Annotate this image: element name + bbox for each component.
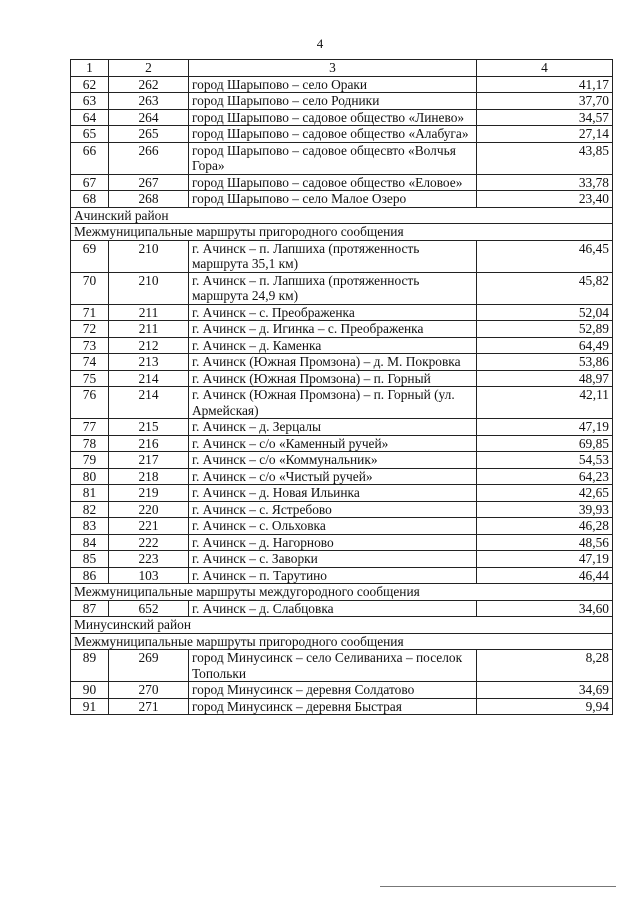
- row-number: 71: [71, 304, 109, 321]
- table-row: [71, 650, 613, 682]
- row-number: 86: [71, 567, 109, 584]
- route-number: 215: [109, 419, 189, 436]
- route-number: 211: [109, 321, 189, 338]
- route-number: 214: [109, 370, 189, 387]
- route-distance: 41,17: [477, 76, 613, 93]
- row-number: 67: [71, 174, 109, 191]
- route-name: г. Ачинск – д. Нагорново: [189, 534, 477, 551]
- row-number: 91: [71, 698, 109, 715]
- route-distance: 52,89: [477, 321, 613, 338]
- route-number: 264: [109, 109, 189, 126]
- row-number: 63: [71, 93, 109, 110]
- route-name: город Шарыпово – садовое общесвто «Волчья Гора»: [189, 142, 477, 174]
- route-number: 267: [109, 174, 189, 191]
- route-name: город Шарыпово – садовое общество «Еловое»: [189, 174, 477, 191]
- route-distance: 46,44: [477, 567, 613, 584]
- section-heading: Ачинский район: [71, 207, 613, 224]
- route-distance: 8,28: [477, 650, 613, 682]
- footer-rule: [380, 886, 616, 887]
- route-number: 103: [109, 567, 189, 584]
- route-name: г. Ачинск – п. Тарутино: [189, 567, 477, 584]
- route-distance: 47,19: [477, 551, 613, 568]
- row-number: 89: [71, 650, 109, 682]
- section-heading: Межмуниципальные маршруты пригородного сообщения: [71, 633, 613, 650]
- route-distance: 9,94: [477, 698, 613, 715]
- row-number: 62: [71, 76, 109, 93]
- route-name: г. Ачинск – с/о «Коммунальник»: [189, 452, 477, 469]
- table-row: [71, 109, 613, 126]
- route-name: город Минусинск – деревня Солдатово: [189, 682, 477, 699]
- route-number: 265: [109, 126, 189, 143]
- table-header-row: [71, 60, 613, 77]
- route-distance: 37,70: [477, 93, 613, 110]
- route-number: 268: [109, 191, 189, 208]
- table-row: [71, 93, 613, 110]
- table-row: [71, 304, 613, 321]
- section-heading-row: [71, 207, 613, 224]
- route-distance: 46,28: [477, 518, 613, 535]
- route-distance: 45,82: [477, 272, 613, 304]
- table-row: [71, 485, 613, 502]
- route-distance: 69,85: [477, 435, 613, 452]
- section-heading-row: [71, 633, 613, 650]
- route-name: город Минусинск – село Селиваниха – поселок Топольки: [189, 650, 477, 682]
- table-row: [71, 419, 613, 436]
- route-number: 223: [109, 551, 189, 568]
- row-number: 75: [71, 370, 109, 387]
- route-name: г. Ачинск – п. Лапшиха (протяженность маршрута 24,9 км): [189, 272, 477, 304]
- row-number: 66: [71, 142, 109, 174]
- row-number: 78: [71, 435, 109, 452]
- route-number: 263: [109, 93, 189, 110]
- route-distance: 33,78: [477, 174, 613, 191]
- row-number: 85: [71, 551, 109, 568]
- route-number: 270: [109, 682, 189, 699]
- route-distance: 54,53: [477, 452, 613, 469]
- header-cell: 2: [109, 60, 189, 77]
- route-number: 210: [109, 272, 189, 304]
- route-name: г. Ачинск – д. Каменка: [189, 337, 477, 354]
- header-cell: 3: [189, 60, 477, 77]
- table-row: [71, 240, 613, 272]
- route-name: город Шарыпово – село Ораки: [189, 76, 477, 93]
- route-name: город Шарыпово – село Родники: [189, 93, 477, 110]
- row-number: 87: [71, 600, 109, 617]
- row-number: 68: [71, 191, 109, 208]
- route-number: 216: [109, 435, 189, 452]
- route-distance: 34,57: [477, 109, 613, 126]
- table-row: [71, 76, 613, 93]
- row-number: 69: [71, 240, 109, 272]
- route-distance: 43,85: [477, 142, 613, 174]
- table-row: [71, 551, 613, 568]
- route-distance: 53,86: [477, 354, 613, 371]
- route-number: 212: [109, 337, 189, 354]
- header-cell: 1: [71, 60, 109, 77]
- table-row: [71, 191, 613, 208]
- header-cell: 4: [477, 60, 613, 77]
- route-number: 218: [109, 468, 189, 485]
- section-heading: Межмуниципальные маршруты пригородного сообщения: [71, 224, 613, 241]
- route-distance: 34,60: [477, 600, 613, 617]
- route-number: 652: [109, 600, 189, 617]
- table-row: [71, 682, 613, 699]
- table-row: [71, 174, 613, 191]
- route-name: г. Ачинск – с. Преображенка: [189, 304, 477, 321]
- table-row: [71, 337, 613, 354]
- table-row: [71, 435, 613, 452]
- route-number: 271: [109, 698, 189, 715]
- table-row: [71, 126, 613, 143]
- route-distance: 23,40: [477, 191, 613, 208]
- route-distance: 64,49: [477, 337, 613, 354]
- row-number: 84: [71, 534, 109, 551]
- route-name: г. Ачинск (Южная Промзона) – д. М. Покровка: [189, 354, 477, 371]
- route-number: 214: [109, 387, 189, 419]
- route-number: 262: [109, 76, 189, 93]
- table-row: [71, 354, 613, 371]
- route-number: 221: [109, 518, 189, 535]
- section-heading: Минусинский район: [71, 617, 613, 634]
- route-distance: 64,23: [477, 468, 613, 485]
- row-number: 81: [71, 485, 109, 502]
- route-number: 219: [109, 485, 189, 502]
- row-number: 80: [71, 468, 109, 485]
- route-distance: 48,56: [477, 534, 613, 551]
- section-heading: Межмуниципальные маршруты междугородного сообщения: [71, 584, 613, 601]
- route-name: город Минусинск – деревня Быстрая: [189, 698, 477, 715]
- table-row: [71, 600, 613, 617]
- row-number: 76: [71, 387, 109, 419]
- route-distance: 39,93: [477, 501, 613, 518]
- route-number: 222: [109, 534, 189, 551]
- row-number: 70: [71, 272, 109, 304]
- table-row: [71, 534, 613, 551]
- route-distance: 42,11: [477, 387, 613, 419]
- route-distance: 52,04: [477, 304, 613, 321]
- table-row: [71, 468, 613, 485]
- table-row: [71, 698, 613, 715]
- route-number: 269: [109, 650, 189, 682]
- row-number: 77: [71, 419, 109, 436]
- table-row: [71, 142, 613, 174]
- table-row: [71, 272, 613, 304]
- section-heading-row: [71, 584, 613, 601]
- route-name: г. Ачинск – д. Новая Ильинка: [189, 485, 477, 502]
- row-number: 83: [71, 518, 109, 535]
- section-heading-row: [71, 224, 613, 241]
- route-name: г. Ачинск – с. Заворки: [189, 551, 477, 568]
- route-distance: 48,97: [477, 370, 613, 387]
- row-number: 72: [71, 321, 109, 338]
- routes-table: [70, 59, 613, 715]
- table-row: [71, 518, 613, 535]
- table-row: [71, 452, 613, 469]
- route-name: г. Ачинск (Южная Промзона) – п. Горный: [189, 370, 477, 387]
- route-distance: 34,69: [477, 682, 613, 699]
- row-number: 82: [71, 501, 109, 518]
- route-name: город Шарыпово – садовое общество «Линево»: [189, 109, 477, 126]
- table-row: [71, 370, 613, 387]
- table-row: [71, 501, 613, 518]
- route-name: г. Ачинск – с. Ястребово: [189, 501, 477, 518]
- route-number: 217: [109, 452, 189, 469]
- route-number: 220: [109, 501, 189, 518]
- section-heading-row: [71, 617, 613, 634]
- route-name: г. Ачинск – д. Игинка – с. Преображенка: [189, 321, 477, 338]
- route-distance: 46,45: [477, 240, 613, 272]
- row-number: 90: [71, 682, 109, 699]
- route-number: 266: [109, 142, 189, 174]
- page-number: 4: [316, 36, 324, 51]
- table-row: [71, 321, 613, 338]
- route-number: 213: [109, 354, 189, 371]
- route-name: г. Ачинск – д. Зерцалы: [189, 419, 477, 436]
- route-name: г. Ачинск – с. Ольховка: [189, 518, 477, 535]
- table-row: [71, 567, 613, 584]
- route-number: 211: [109, 304, 189, 321]
- route-name: город Шарыпово – село Малое Озеро: [189, 191, 477, 208]
- route-name: г. Ачинск (Южная Промзона) – п. Горный (ул. Армейская): [189, 387, 477, 419]
- row-number: 73: [71, 337, 109, 354]
- route-name: г. Ачинск – д. Слабцовка: [189, 600, 477, 617]
- route-name: г. Ачинск – п. Лапшиха (протяженность маршрута 35,1 км): [189, 240, 477, 272]
- route-name: г. Ачинск – с/о «Каменный ручей»: [189, 435, 477, 452]
- route-name: город Шарыпово – садовое общество «Алабуга»: [189, 126, 477, 143]
- table-row: [71, 387, 613, 419]
- route-distance: 42,65: [477, 485, 613, 502]
- row-number: 79: [71, 452, 109, 469]
- row-number: 74: [71, 354, 109, 371]
- row-number: 64: [71, 109, 109, 126]
- route-distance: 27,14: [477, 126, 613, 143]
- row-number: 65: [71, 126, 109, 143]
- route-number: 210: [109, 240, 189, 272]
- route-distance: 47,19: [477, 419, 613, 436]
- route-name: г. Ачинск – с/о «Чистый ручей»: [189, 468, 477, 485]
